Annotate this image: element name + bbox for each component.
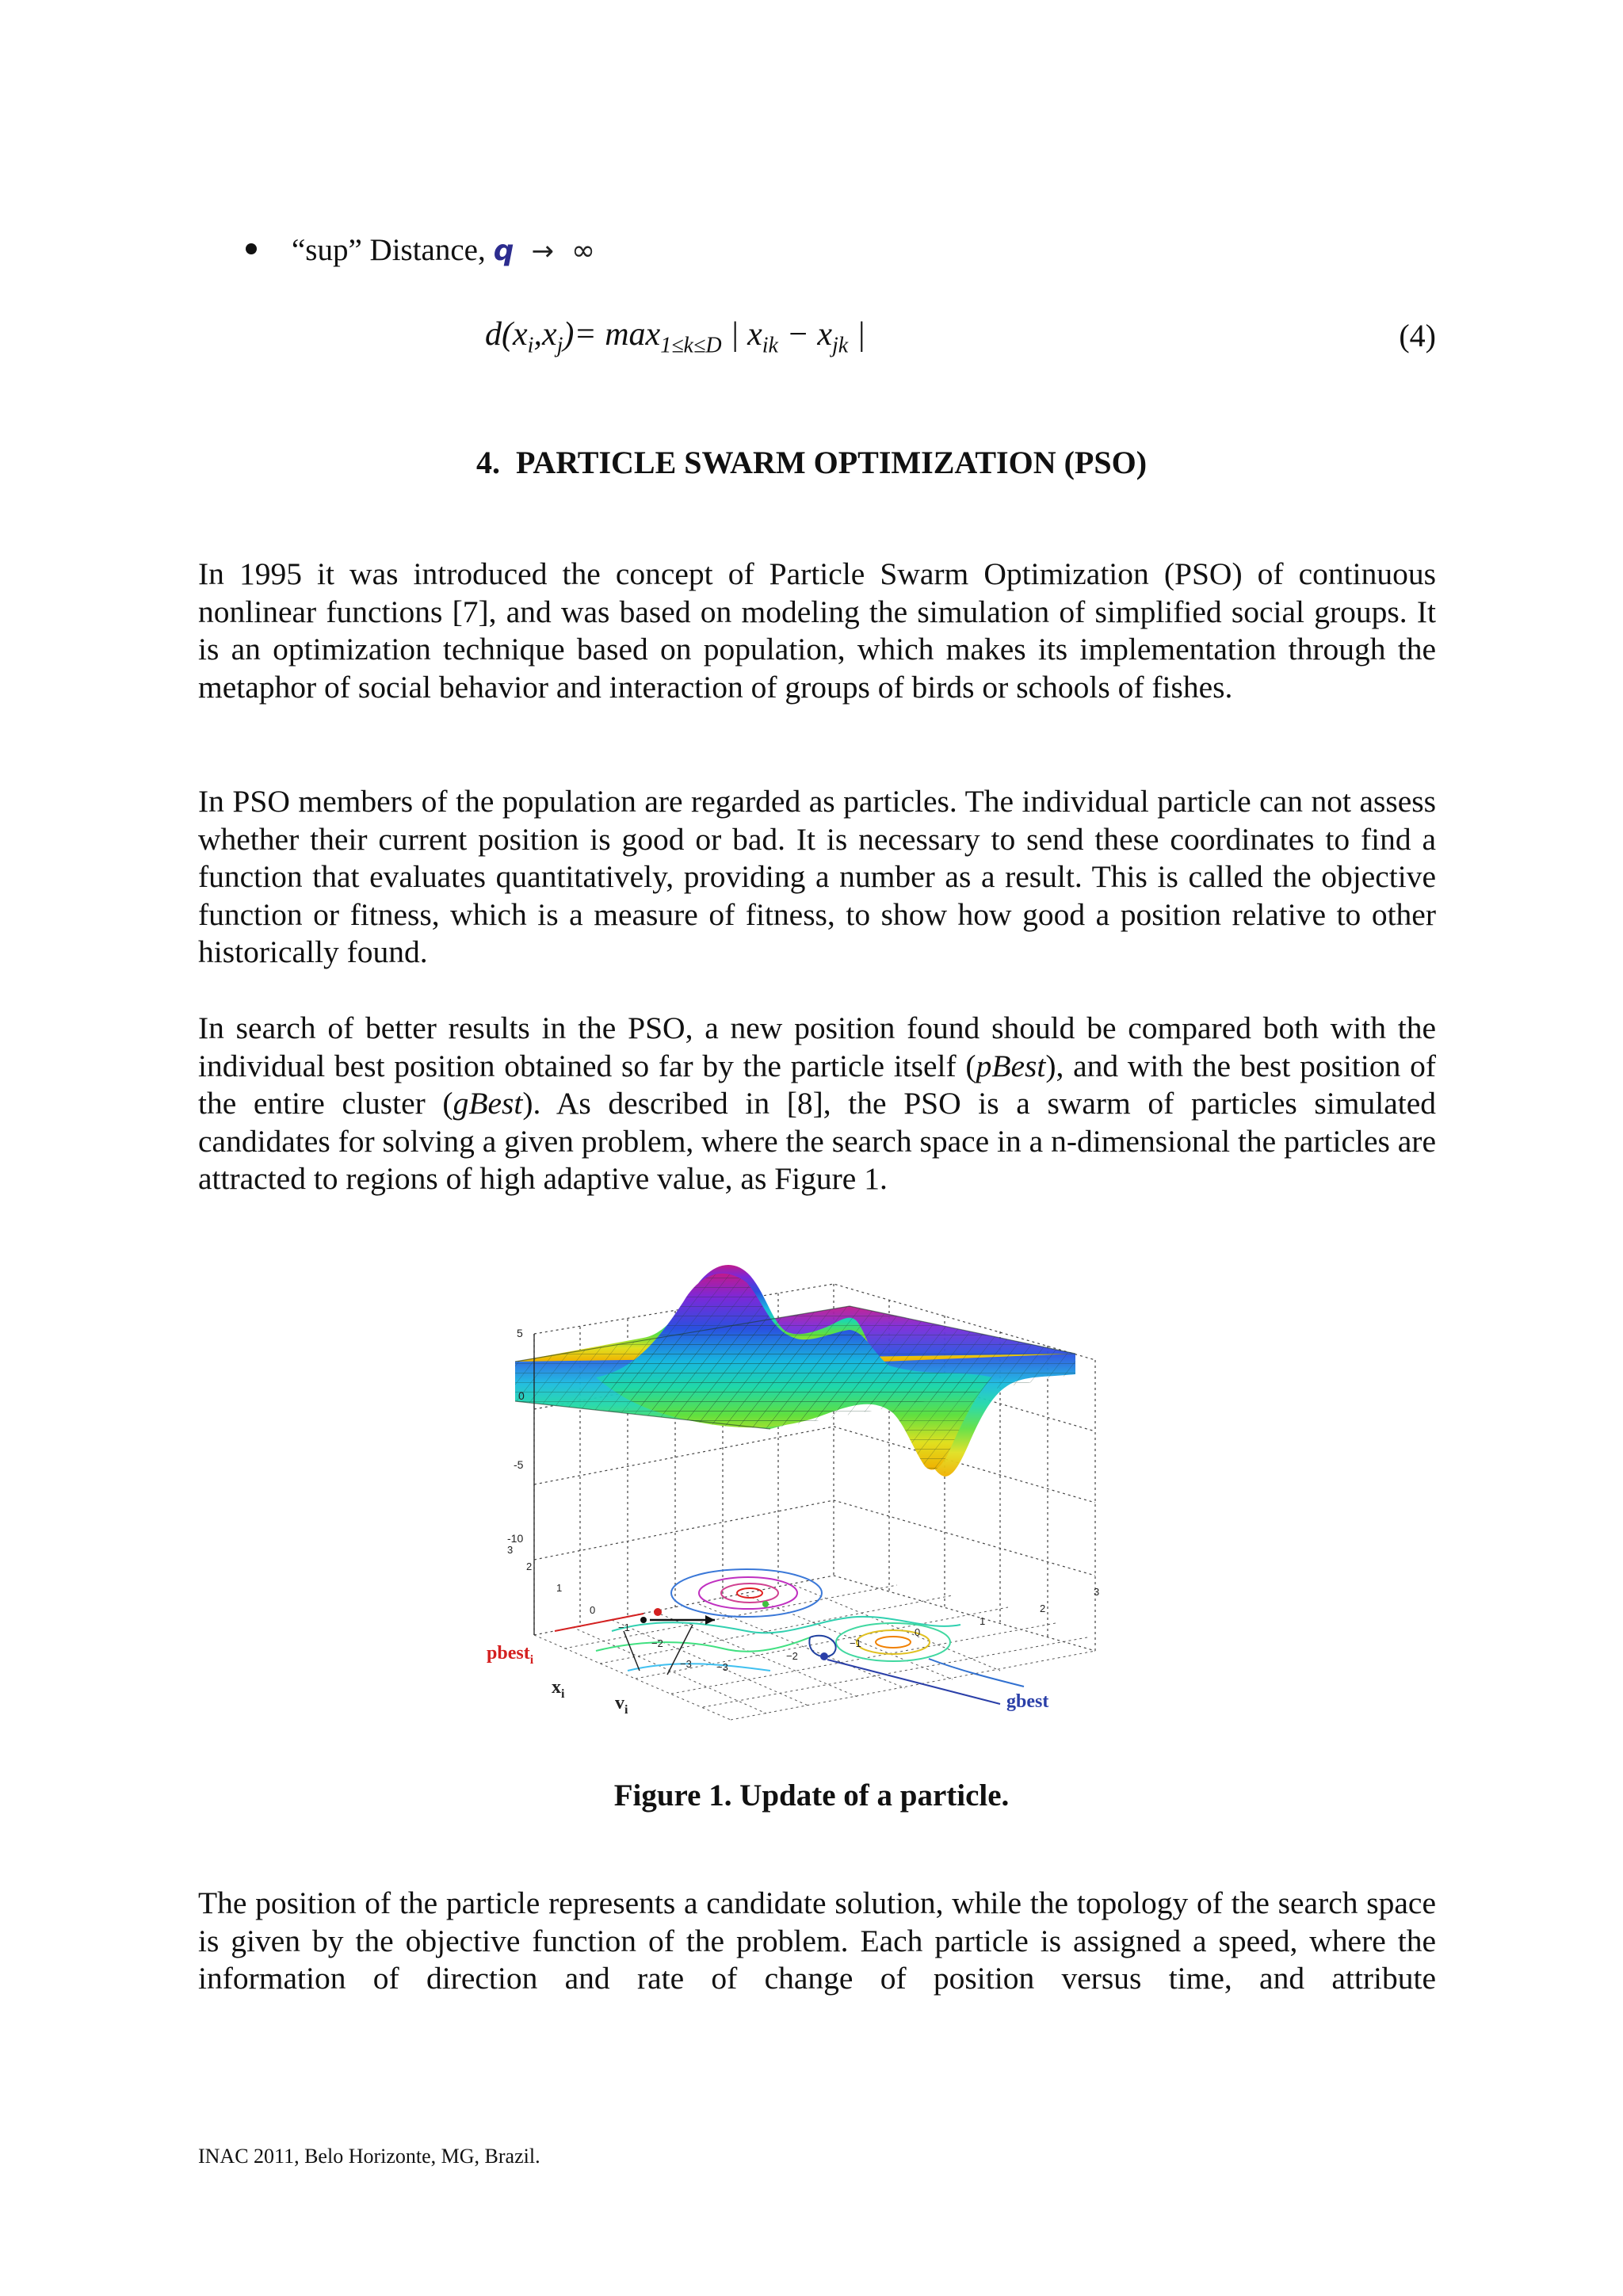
section-heading [0, 444, 1623, 481]
paragraph-pso-intro: In 1995 it was introduced the concept of Particle Swarm Optimization (PSO) of continuous nonlinear functions [7], and was based on modeling the simulation of simplified social groups. It is an optimization technique based on population, which makes its implementation through the metaphor of social behavior and interaction of groups of birds or schools of fishes. [198, 556, 1436, 705]
arrow-symbol: → [531, 235, 555, 267]
eq-xj: x [541, 316, 557, 353]
contour-lines [596, 1569, 1024, 1687]
sup-distance-bullet [246, 231, 595, 270]
left-axis-ticks [507, 1544, 692, 1670]
pbest-point [654, 1608, 662, 1616]
gbest-label: gbest [1006, 1691, 1049, 1712]
section-number: 4. [475, 445, 500, 480]
eq-max-sub: 1≤k≤D [660, 333, 722, 358]
q-symbol: q [493, 235, 514, 267]
xi-label: $x_i$ [552, 1677, 565, 1701]
fitness-surface [515, 1265, 1075, 1477]
particle-annotations [555, 1601, 1000, 1704]
right-tick-3: 3 [1094, 1586, 1100, 1598]
p3-text-a: In search of better results in the PSO, a new position found should be compared both with the individual best position obtained so far by the particle itself ( [198, 1010, 1436, 1083]
pso-surface-plot [485, 1259, 1115, 1734]
z-tick-minus10: -10 [507, 1532, 524, 1545]
eq-max: )= max [563, 316, 661, 353]
left-tick-m2: −2 [651, 1637, 663, 1649]
z-tick-5: 5 [517, 1327, 523, 1339]
p3-text-c: ). As described in [8], the PSO is a swarm of particles simulated candidates for solving a given problem, where the search space in a n-dimensional the particles are attracted to regions of high adaptive value, as Figure 1. [198, 1086, 1437, 1196]
figure-labels [487, 1643, 1048, 1717]
eq-xjk: x [817, 316, 832, 353]
right-tick-1: 1 [980, 1615, 986, 1627]
eq-d: d( [485, 316, 513, 353]
figure-caption: Figure 1. Update of a particle. [613, 1778, 1010, 1813]
left-tick-2: 2 [526, 1561, 533, 1572]
eq-abs-close: | [848, 316, 866, 353]
right-tick-m3: −3 [716, 1661, 728, 1673]
left-tick-0: 0 [590, 1604, 596, 1616]
infinity-symbol: ∞ [571, 235, 596, 267]
eq-minus: − [778, 316, 818, 353]
eq-xi: x [513, 316, 528, 353]
p3-text-b: ), and with the best position of the entire cluster ( [198, 1048, 1436, 1121]
gbest-point [820, 1652, 828, 1660]
section-title: PARTICLE SWARM OPTIMIZATION (PSO) [515, 445, 1148, 480]
paragraph-pbest-gbest [198, 1010, 1436, 1198]
left-tick-m1: −1 [618, 1622, 630, 1633]
particle-position [640, 1617, 647, 1623]
left-tick-3: 3 [507, 1544, 514, 1556]
equation-number: (4) [1399, 318, 1436, 353]
left-tick-1: 1 [556, 1582, 563, 1594]
equation-4 [485, 315, 865, 358]
paragraph-position: The position of the particle represents a candidate solution, while the topology of the search space is given by the objective function of the problem. Each particle is assigned a speed, where the information of direction and rate of change of position versus time, and attribute [198, 1885, 1436, 1996]
eq-xj-sub: j [556, 333, 563, 358]
bullet-icon [246, 243, 257, 254]
eq-comma: , [533, 316, 542, 353]
eq-xik-sub: ik [762, 333, 778, 358]
eq-xjk-sub: jk [832, 333, 849, 358]
left-tick-m3: −3 [680, 1658, 692, 1670]
eq-xik: x [747, 316, 762, 353]
right-tick-m2: −2 [786, 1650, 798, 1662]
vi-label: $v_i$ [615, 1693, 628, 1717]
z-tick-minus5: -5 [514, 1458, 524, 1471]
bullet-text: “sup” Distance, [292, 233, 486, 267]
figure-1 [485, 1259, 1115, 1734]
eq-xi-sub: i [527, 333, 534, 358]
right-tick-0: 0 [915, 1626, 921, 1638]
eq-abs-open: | [721, 316, 748, 353]
right-tick-2: 2 [1040, 1603, 1046, 1614]
pbest-label: pbest$_i$ [487, 1643, 534, 1667]
paragraph-particles: In PSO members of the population are regarded as particles. The individual particle can not assess whether their current position is good or bad. It is necessary to send these coordinates to find a function that evaluates quantitatively, providing a number as a result. This is called the objective function or fitness, which is a measure of fitness, to show how good a position relative to other historically found. [198, 784, 1436, 969]
gbest-term: gBest [453, 1086, 523, 1121]
footer: INAC 2011, Belo Horizonte, MG, Brazil. [198, 2145, 540, 2168]
z-tick-0: 0 [518, 1389, 525, 1402]
pbest-term: pBest [976, 1048, 1046, 1083]
right-tick-m1: −1 [850, 1637, 861, 1649]
